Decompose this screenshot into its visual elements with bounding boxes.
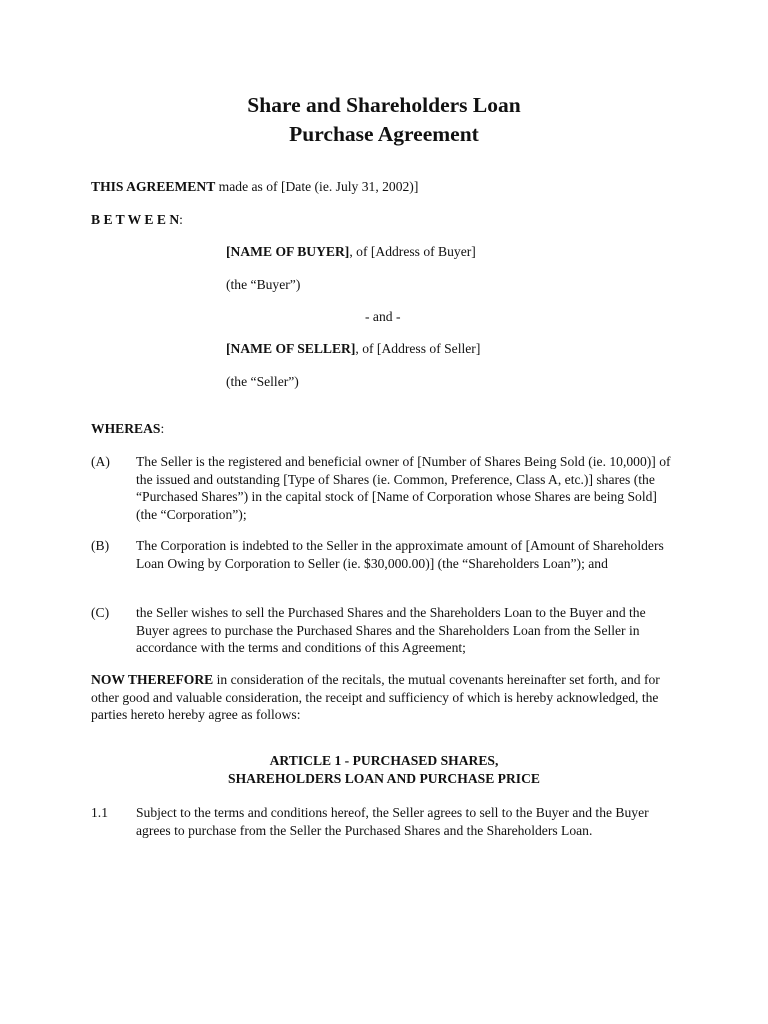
whereas-bold: WHEREAS <box>91 421 161 436</box>
between-heading <box>91 211 681 229</box>
recital-label: (B) <box>91 538 110 553</box>
seller-party-line <box>226 340 686 358</box>
seller-designation: (the “Seller”) <box>226 374 299 389</box>
recital-label: (C) <box>91 605 110 620</box>
article-heading-line-2: SHAREHOLDERS LOAN AND PURCHASE PRICE <box>228 771 540 786</box>
between-bold: B E T W E E N <box>91 212 180 227</box>
intro-bold-lead: THIS AGREEMENT <box>91 179 216 194</box>
clause-text: Subject to the terms and conditions hereof, the Seller agrees to sell to the Buyer and the Buyer agrees to purchase from the Seller the Purchased Shares and the Shareholders Loan. <box>136 805 649 838</box>
intro-paragraph <box>91 178 681 196</box>
recital-text: The Seller is the registered and beneficial owner of [Number of Shares Being Sold (ie. 10,000)] of the issued and outstanding [Type of Shares (ie. Common, Preference, Class A, etc.)] shares (the “Purchased Shares”) in the capital stock of [Name of Corporation whose Shares are being Sold] (the “Corporation”); <box>136 454 671 522</box>
document-title-line-2: Purchase Agreement <box>289 122 479 146</box>
now-therefore-text: in consideration of the recitals, the mutual covenants hereinafter set forth, and for other good and valuable consideration, the receipt and sufficiency of which is hereby acknowledged, the parties hereto hereby agree as follows: <box>91 672 660 722</box>
recital-text: the Seller wishes to sell the Purchased Shares and the Shareholders Loan to the Buyer and the Buyer agrees to purchase the Purchased Shares and the Shareholders Loan from the Seller in accordance with the terms and conditions of this Agreement; <box>136 605 646 655</box>
document-title-line-1: Share and Shareholders Loan <box>247 93 521 117</box>
article-heading-line-1: ARTICLE 1 - PURCHASED SHARES, <box>269 753 499 768</box>
whereas-heading <box>91 420 681 438</box>
buyer-address: , of [Address of Buyer] <box>349 244 476 259</box>
buyer-designation: (the “Buyer”) <box>226 277 301 292</box>
whereas-colon: : <box>160 421 165 436</box>
buyer-party-line <box>226 243 686 261</box>
and-separator: - and - <box>365 309 401 324</box>
intro-text: made as of [Date (ie. July 31, 2002)] <box>215 179 419 194</box>
seller-address: , of [Address of Seller] <box>355 341 481 356</box>
recital-label: (A) <box>91 454 110 469</box>
clause-number: 1.1 <box>91 805 108 820</box>
recital-text: The Corporation is indebted to the Seller in the approximate amount of [Amount of Shareholders Loan Owing by Corporation to Seller (ie. $30,000.00)] (the “Shareholders Loan”); and <box>136 538 664 571</box>
now-therefore-bold: NOW THEREFORE <box>91 672 214 687</box>
between-colon: : <box>179 212 183 227</box>
buyer-name: [NAME OF BUYER] <box>226 244 350 259</box>
seller-name: [NAME OF SELLER] <box>226 341 356 356</box>
now-therefore-paragraph <box>91 671 681 724</box>
